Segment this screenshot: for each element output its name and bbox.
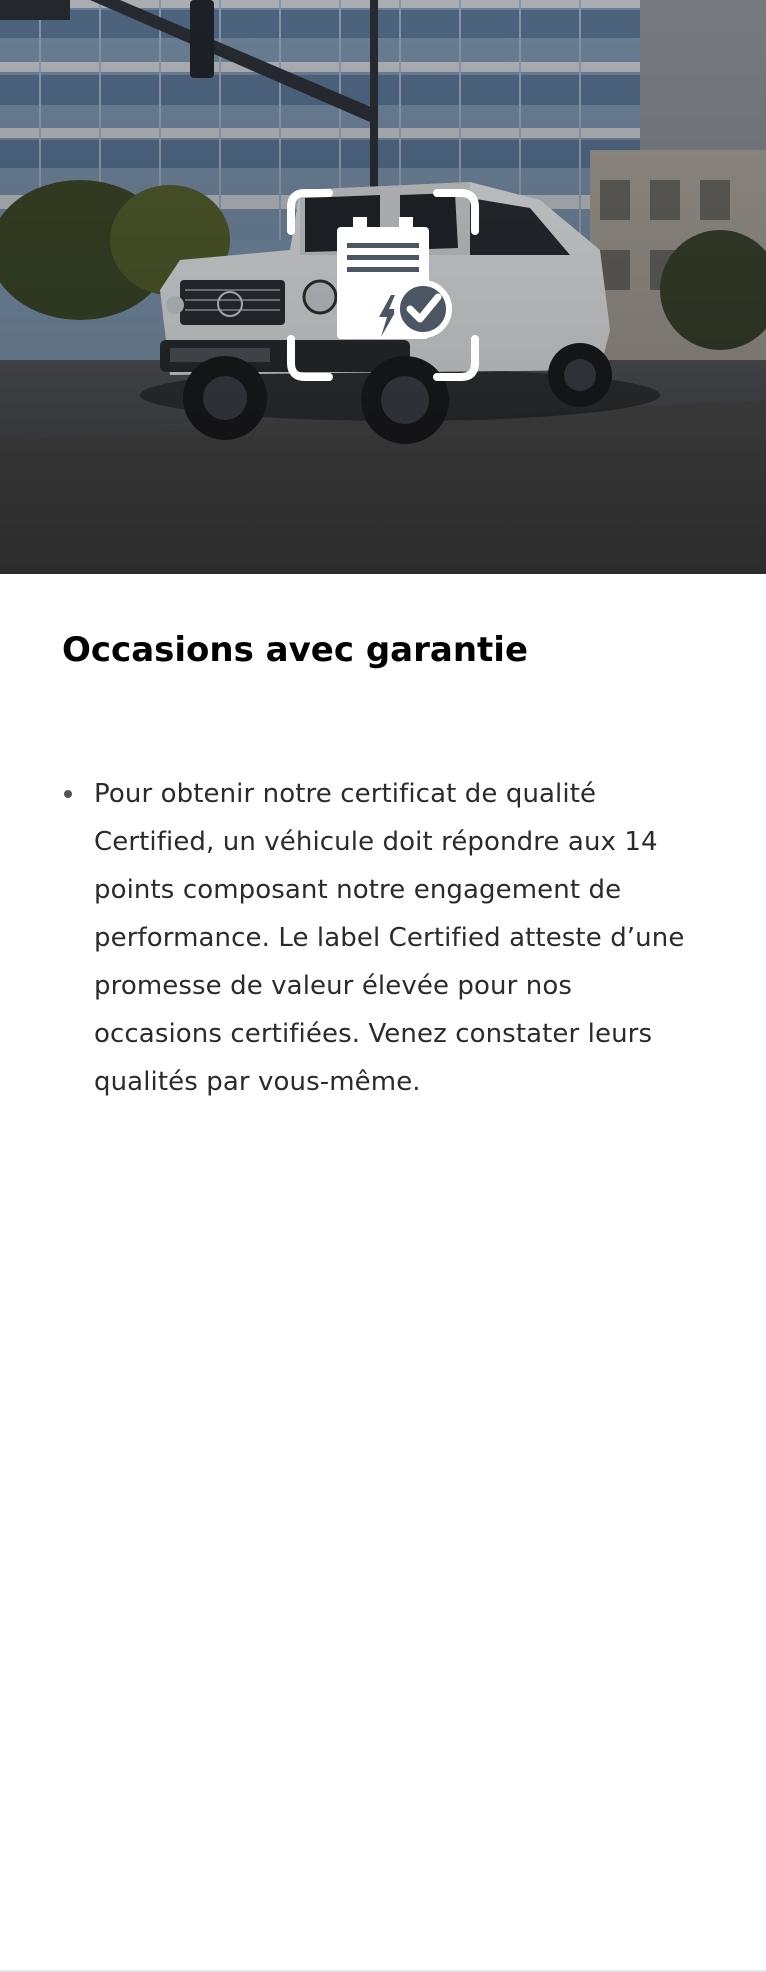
feature-list <box>62 770 692 1106</box>
page-title: Occasions avec garantie <box>62 630 529 670</box>
list-item <box>62 770 692 1106</box>
list-item-text: Pour obtenir notre certificat de qualité Certified, un véhicule doit répondre aux 14 points composant notre engagement de performance. Le label Certified atteste d’une promesse de valeur élevée pour nos occasions certifiées. Venez constater leurs qualités par vous-même. <box>94 779 685 1097</box>
bullet-icon <box>64 790 72 798</box>
hero-image <box>0 0 766 574</box>
certified-checklist-icon <box>285 187 481 383</box>
